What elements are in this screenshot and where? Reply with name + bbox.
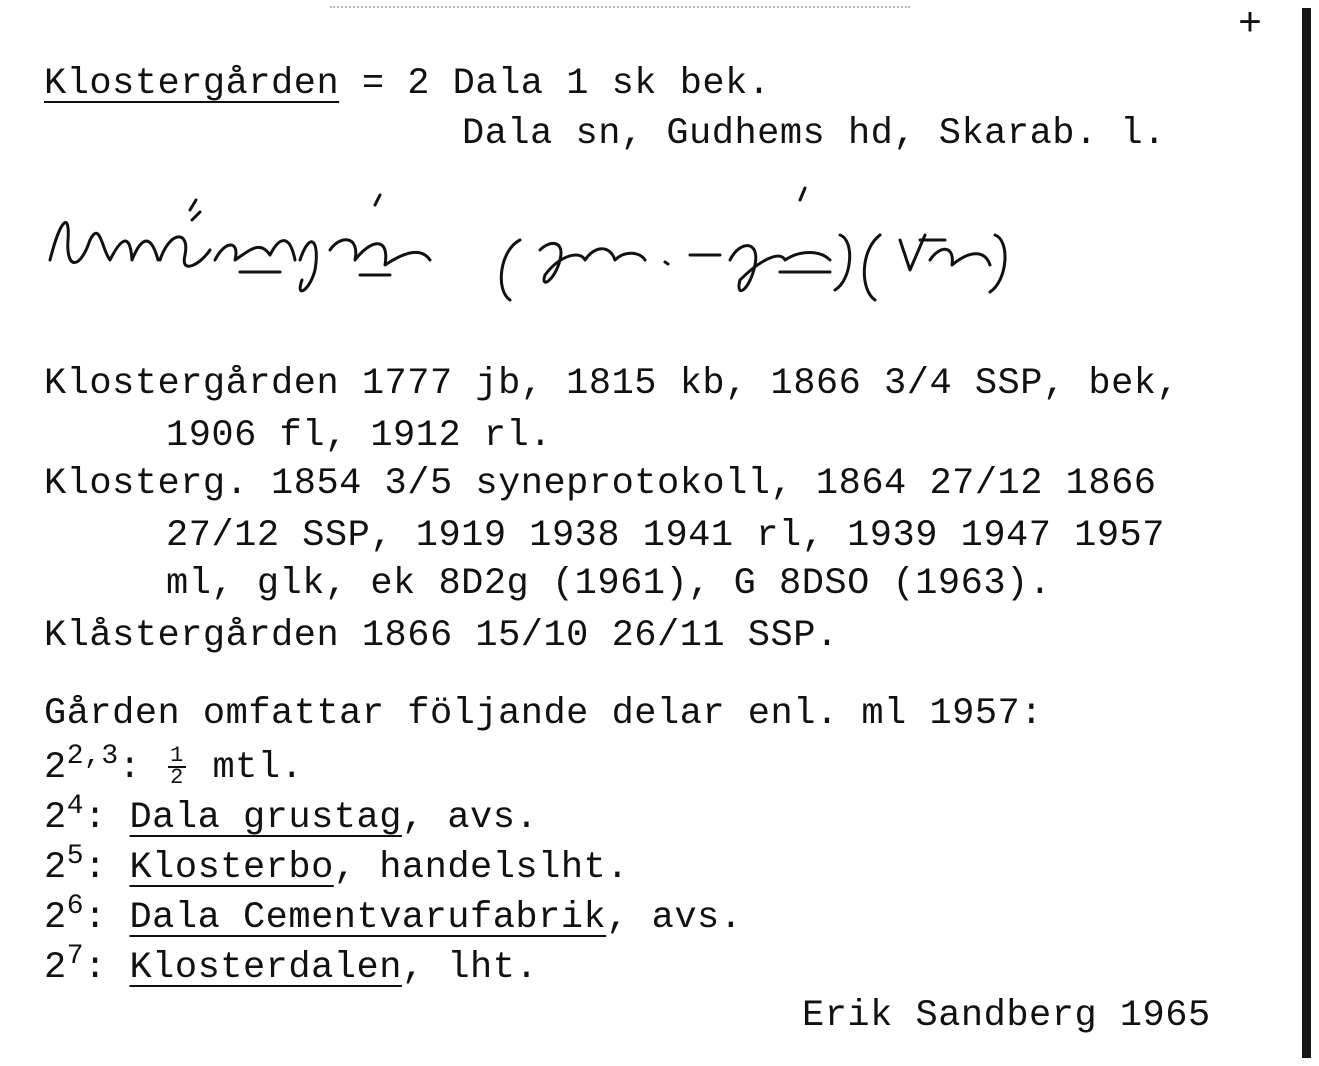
location-line: Dala sn, Gudhems hd, Skarab. l. — [462, 113, 1166, 155]
part-name: Klosterdalen — [129, 947, 402, 989]
fraction — [168, 743, 186, 791]
header-line — [44, 62, 771, 106]
part-description: mtl. — [189, 747, 304, 789]
place-equivalence: = 2 Dala 1 sk bek. — [339, 63, 771, 105]
part-number: 2 — [44, 747, 67, 789]
part-row — [44, 791, 539, 843]
part-name: Dala Cementvarufabrik — [129, 897, 607, 939]
part-row — [44, 891, 743, 943]
signature: Erik Sandberg 1965 — [802, 995, 1211, 1037]
part-separator: : — [84, 897, 130, 939]
card-right-edge — [1302, 8, 1311, 1058]
part-row — [44, 741, 304, 793]
part-separator: : — [84, 947, 130, 989]
record-line-5: ml, glk, ek 8D2g (1961), G 8DSO (1963). — [166, 563, 1052, 605]
part-superscript: 7 — [66, 941, 85, 972]
part-superscript: 6 — [66, 891, 85, 922]
part-description: , lht. — [401, 947, 539, 989]
parts-intro: Gården omfattar följande delar enl. ml 1957: — [44, 693, 1043, 735]
part-superscript: 5 — [66, 841, 85, 872]
part-description: , avs. — [401, 797, 539, 839]
part-row — [44, 841, 629, 893]
part-number: 2 — [44, 897, 67, 939]
corner-mark: + — [1238, 3, 1263, 48]
part-row — [44, 941, 539, 993]
record-line-1: Klostergården 1777 jb, 1815 kb, 1866 3/4 SSP, bek, — [44, 363, 1180, 405]
part-number: 2 — [44, 797, 67, 839]
record-line-6: Klåstergården 1866 15/10 26/11 SSP. — [44, 615, 839, 657]
part-name: Klosterbo — [129, 847, 334, 889]
record-line-2: 1906 fl, 1912 rl. — [166, 415, 552, 457]
part-description: , avs. — [606, 897, 743, 939]
part-superscript: 4 — [66, 791, 85, 822]
part-description: , handelslht. — [333, 847, 629, 889]
part-superscript: 2,3 — [66, 741, 119, 772]
place-name: Klostergården — [44, 63, 340, 105]
record-line-4: 27/12 SSP, 1919 1938 1941 rl, 1939 1947 1957 — [166, 515, 1165, 557]
part-number: 2 — [44, 947, 67, 989]
fraction-numerator: 1 — [170, 743, 184, 769]
part-separator: : — [84, 797, 130, 839]
part-number: 2 — [44, 847, 67, 889]
part-name: Dala grustag — [129, 797, 402, 839]
fraction-denominator: 2 — [170, 765, 184, 791]
part-separator: : — [84, 847, 130, 889]
record-line-3: Klosterg. 1854 3/5 syneprotokoll, 1864 27/12 1866 — [44, 463, 1157, 505]
part-separator: : — [118, 747, 165, 789]
card-top-edge — [330, 6, 910, 10]
handwritten-pronunciation — [40, 180, 1020, 310]
